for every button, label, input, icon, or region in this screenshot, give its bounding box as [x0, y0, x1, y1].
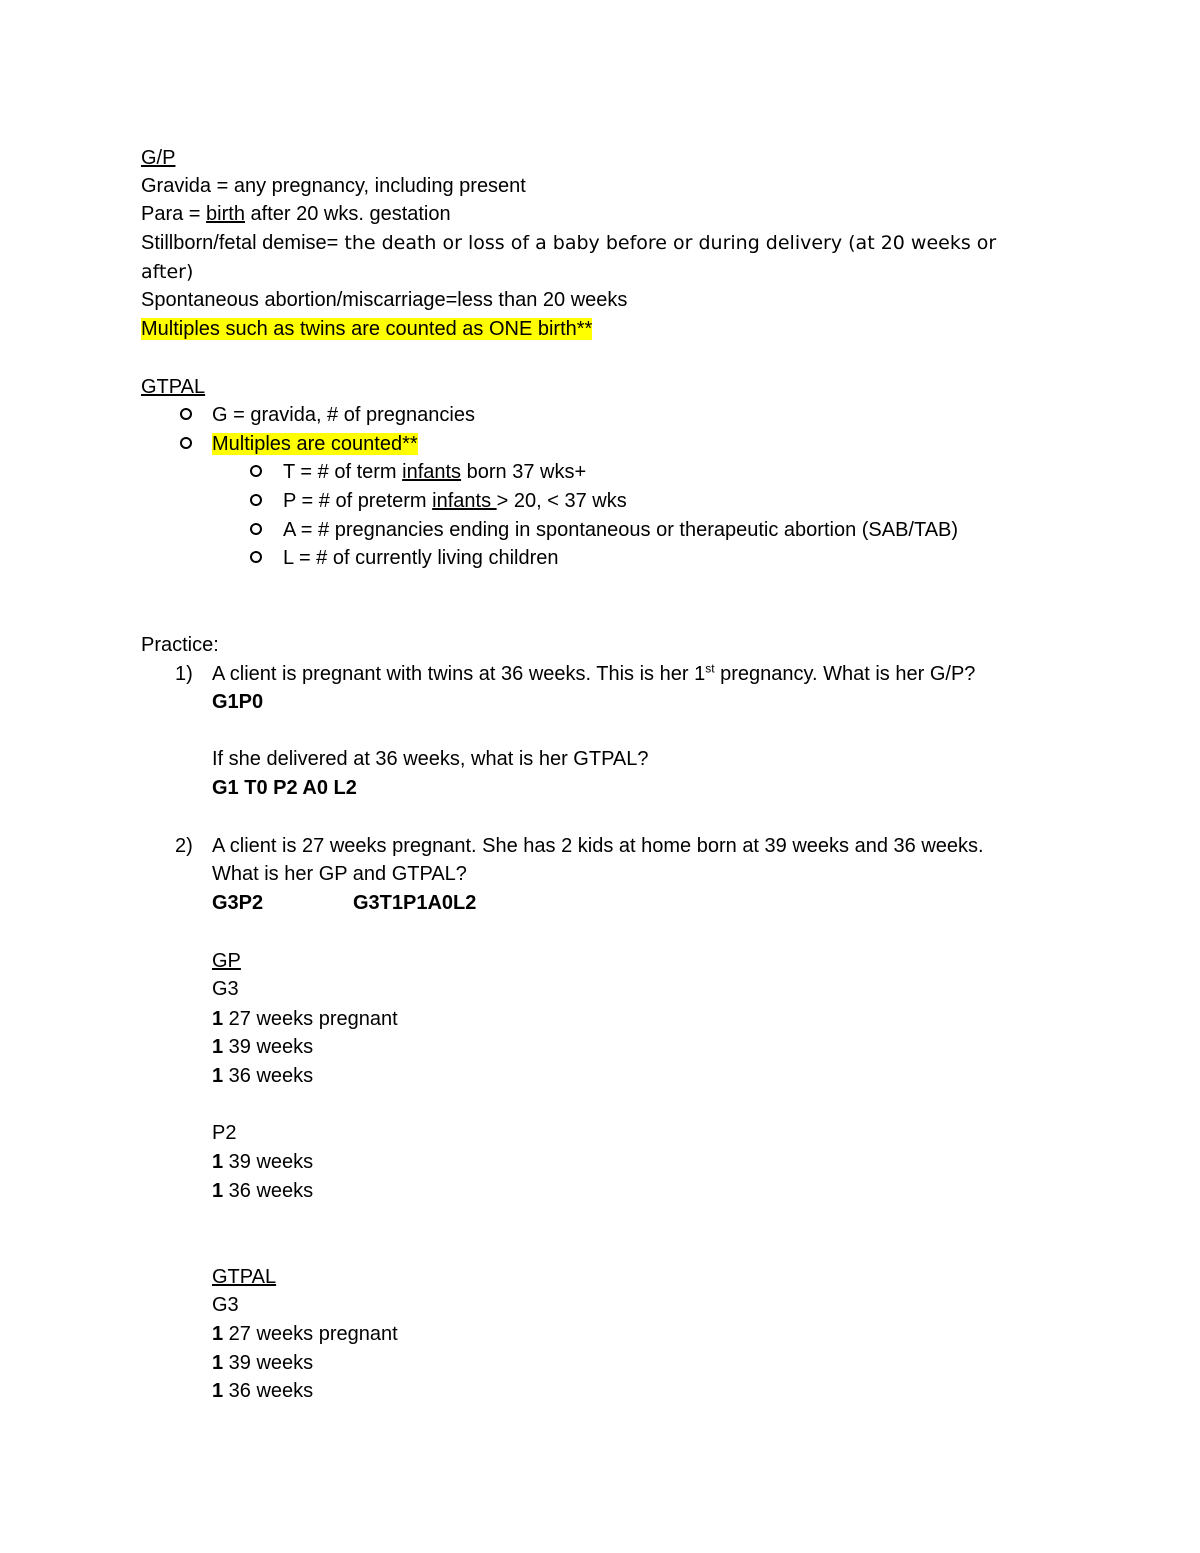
para-prefix: Para = — [141, 203, 207, 225]
question-2-line-1: A client is 27 weeks pregnant. She has 2 kids at home born at 39 weeks and 36 weeks. — [212, 835, 984, 857]
question-1-answer: G1P0 — [212, 691, 264, 713]
question-1-followup: If she delivered at 36 weeks, what is her GTPAL? — [212, 748, 649, 770]
t-suffix: born 37 wks+ — [461, 461, 587, 483]
multiples-note-text: Multiples such as twins are counted as ONE birth** — [141, 318, 593, 340]
gp-work-g: G3 — [212, 978, 239, 1000]
gtpal-heading: GTPAL — [141, 376, 206, 398]
q1-text-pre: A client is pregnant with twins at 36 weeks. This is her 1 — [212, 663, 706, 685]
gtpal-work-heading: GTPAL — [212, 1266, 277, 1288]
stillborn-continuation: after) — [141, 261, 194, 283]
list-item — [212, 1062, 313, 1090]
item-text: 27 weeks pregnant — [223, 1008, 398, 1030]
gtpal-a-item: A = # pregnancies ending in spontaneous or therapeutic abortion (SAB/TAB) — [283, 519, 959, 541]
gtpal-p-item — [283, 487, 627, 515]
bullet-circle-icon — [180, 437, 192, 449]
item-text: 27 weeks pregnant — [223, 1323, 398, 1345]
question-1-number: 1) — [175, 663, 193, 685]
q1-text-post: pregnancy. What is her G/P? — [714, 663, 976, 685]
stillborn-definition — [141, 229, 996, 257]
question-2-answer-gp: G3P2 — [212, 892, 264, 914]
bullet-circle-icon — [250, 523, 262, 535]
question-2-answer-gtpal: G3T1P1A0L2 — [353, 892, 477, 914]
stillborn-label: Stillborn/fetal demise= — [141, 232, 339, 254]
t-underlined: infants — [402, 461, 462, 483]
p-suffix: > 20, < 37 wks — [496, 490, 627, 512]
item-text: 39 weeks — [223, 1151, 314, 1173]
gtpal-t-item — [283, 458, 586, 486]
gravida-definition: Gravida = any pregnancy, including present — [141, 175, 526, 197]
gtpal-multiples-text: Multiples are counted** — [212, 433, 418, 455]
gtpal-work-g: G3 — [212, 1294, 239, 1316]
stillborn-def: the death or loss of a baby before or during delivery (at 20 weeks or — [338, 232, 997, 254]
gtpal-l-item: L = # of currently living children — [283, 547, 559, 569]
gtpal-multiples-item — [212, 430, 418, 458]
list-item — [212, 1320, 398, 1348]
item-text: 36 weeks — [223, 1065, 314, 1087]
count: 1 — [212, 1008, 224, 1030]
t-prefix: T = # of term — [283, 461, 403, 483]
count: 1 — [212, 1323, 224, 1345]
para-suffix: after 20 wks. gestation — [244, 203, 451, 225]
p-underlined: infants — [432, 490, 497, 512]
list-item — [212, 1005, 398, 1033]
count: 1 — [212, 1151, 224, 1173]
question-2-number: 2) — [175, 835, 193, 857]
question-2-line-2: What is her GP and GTPAL? — [212, 863, 467, 885]
bullet-circle-icon — [180, 408, 192, 420]
item-text: 39 weeks — [223, 1352, 314, 1374]
item-text: 36 weeks — [223, 1380, 314, 1402]
practice-heading: Practice: — [141, 634, 219, 656]
para-definition — [141, 200, 451, 228]
list-item — [212, 1177, 313, 1205]
question-1-text — [212, 660, 975, 688]
question-1-followup-answer: G1 T0 P2 A0 L2 — [212, 777, 357, 799]
list-item — [212, 1148, 313, 1176]
count: 1 — [212, 1036, 224, 1058]
list-item — [212, 1349, 313, 1377]
bullet-circle-icon — [250, 551, 262, 563]
count: 1 — [212, 1180, 224, 1202]
gp-heading: G/P — [141, 147, 176, 169]
count: 1 — [212, 1380, 224, 1402]
q1-superscript: st — [705, 661, 715, 676]
gp-work-p: P2 — [212, 1122, 237, 1144]
bullet-circle-icon — [250, 494, 262, 506]
para-underlined-word: birth — [206, 203, 245, 225]
item-text: 39 weeks — [223, 1036, 314, 1058]
multiples-note — [141, 315, 592, 343]
gtpal-g-item: G = gravida, # of pregnancies — [212, 404, 475, 426]
p-prefix: P = # of preterm — [283, 490, 433, 512]
list-item — [212, 1033, 313, 1061]
gp-work-heading: GP — [212, 950, 241, 972]
count: 1 — [212, 1065, 224, 1087]
list-item — [212, 1377, 313, 1405]
item-text: 36 weeks — [223, 1180, 314, 1202]
bullet-circle-icon — [250, 465, 262, 477]
spontaneous-definition: Spontaneous abortion/miscarriage=less than 20 weeks — [141, 289, 628, 311]
count: 1 — [212, 1352, 224, 1374]
